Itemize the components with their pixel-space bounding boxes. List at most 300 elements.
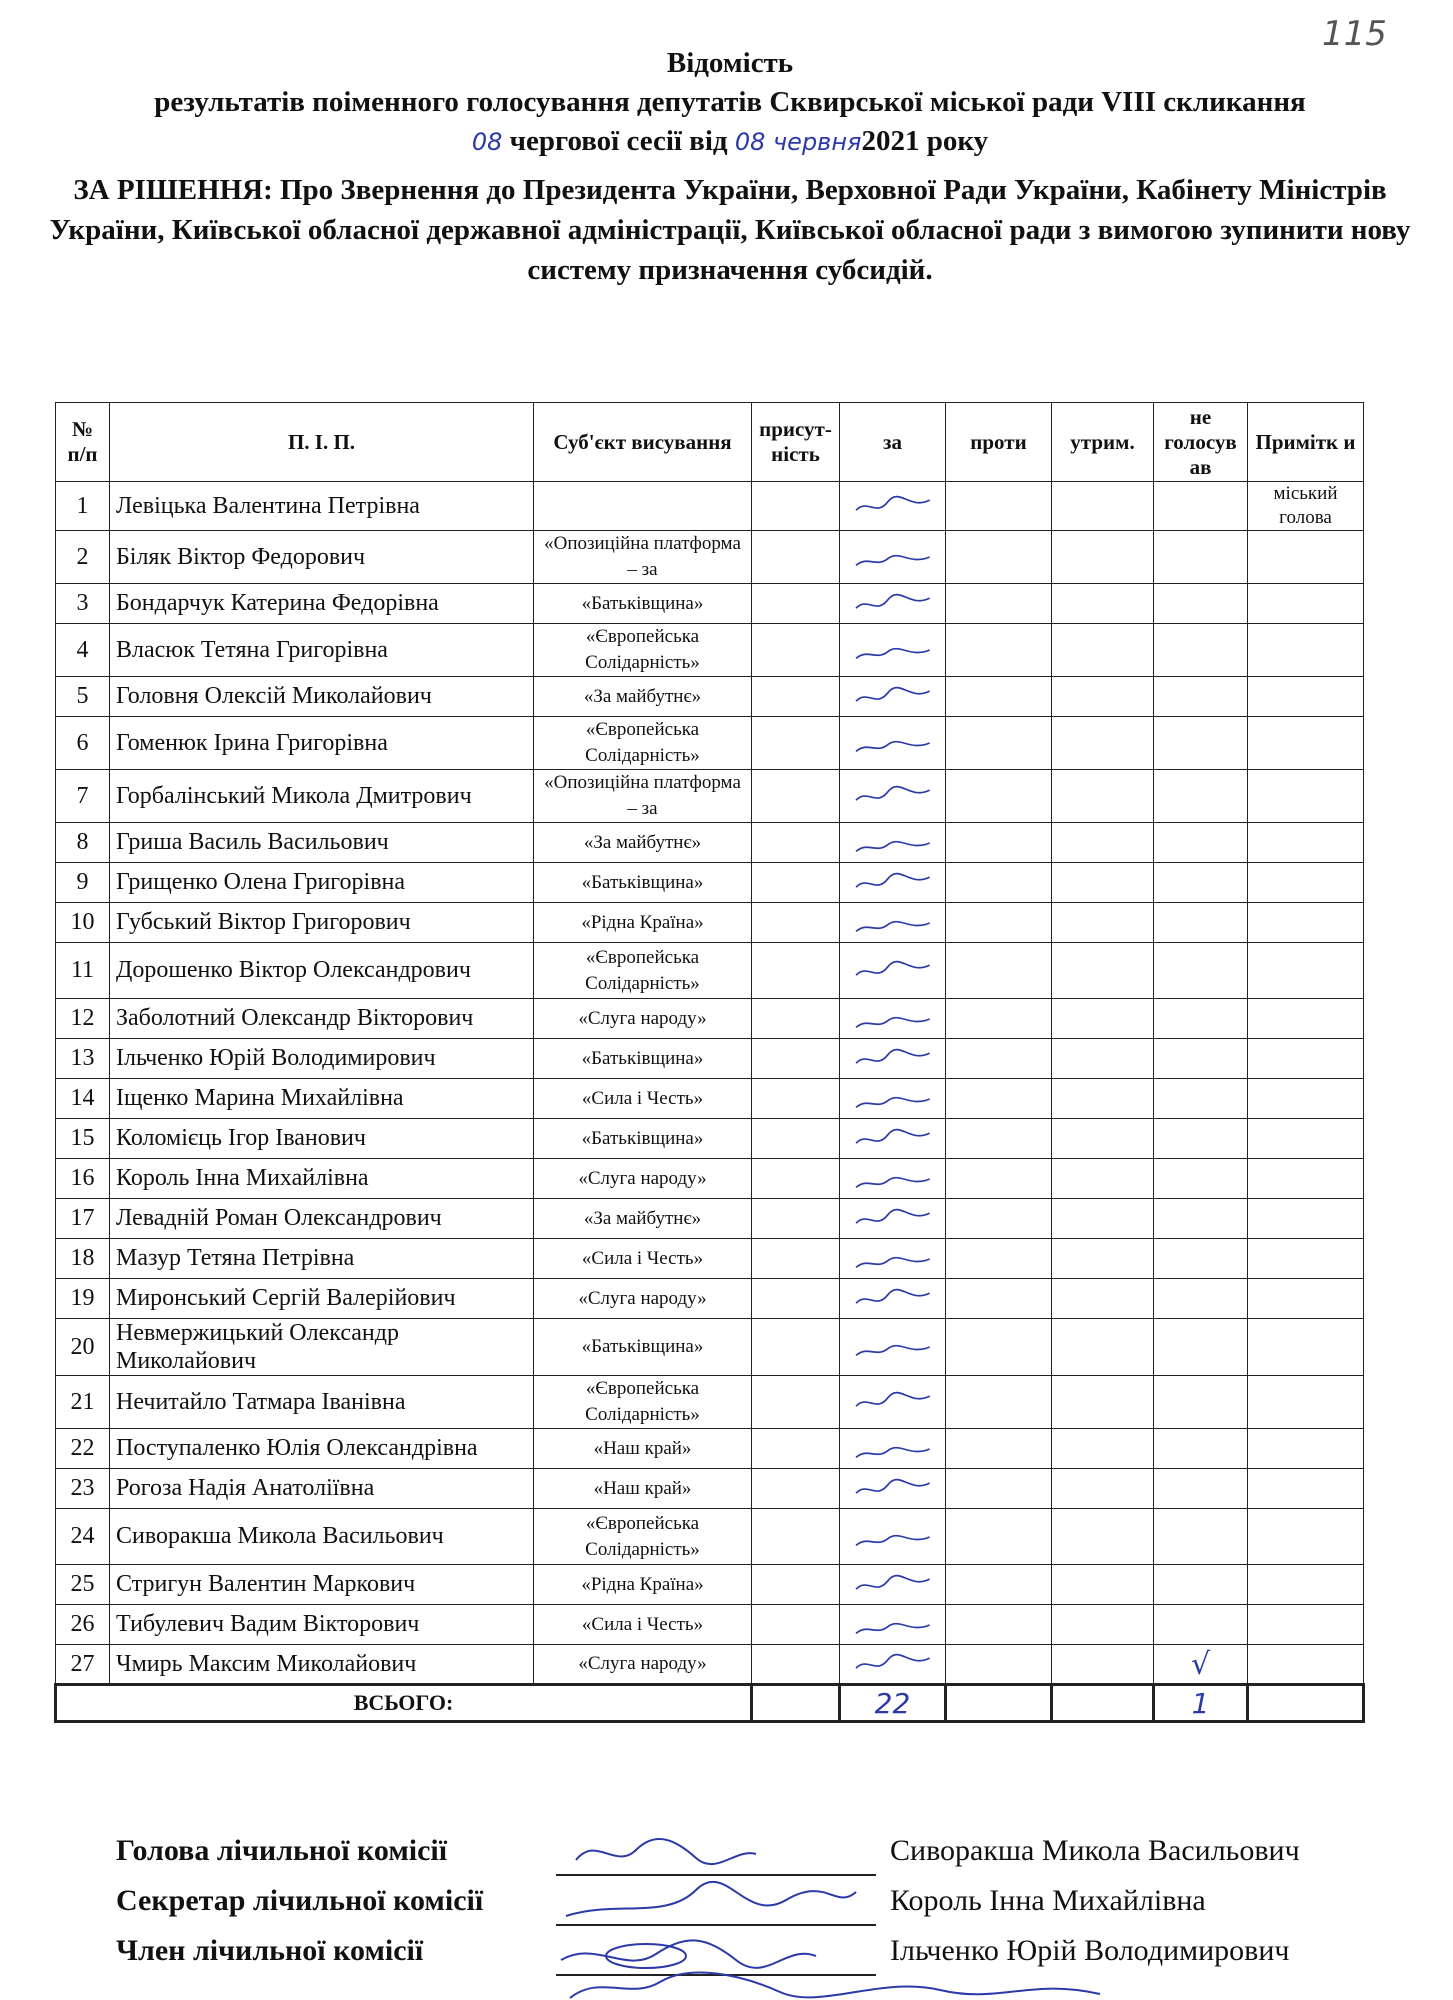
row-name: Левадній Роман Олександрович <box>110 1199 534 1239</box>
table-row <box>56 770 1364 823</box>
row-against <box>946 863 1052 903</box>
row-num: 12 <box>56 999 110 1039</box>
row-num: 27 <box>56 1645 110 1685</box>
page-number: 115 <box>1322 14 1387 54</box>
signature-mark <box>851 633 935 667</box>
row-not-voted <box>1154 677 1248 717</box>
row-note <box>1248 1509 1364 1565</box>
table-row <box>56 1199 1364 1239</box>
row-against <box>946 1039 1052 1079</box>
row-present <box>752 1119 840 1159</box>
table-row <box>56 1279 1364 1319</box>
row-present <box>752 677 840 717</box>
header-for: за <box>840 403 946 482</box>
row-against <box>946 903 1052 943</box>
header-num: № п/п <box>56 403 110 482</box>
table-row <box>56 1159 1364 1199</box>
row-name: Заболотний Олександр Вікторович <box>110 999 534 1039</box>
row-not-voted <box>1154 584 1248 624</box>
row-num: 1 <box>56 482 110 531</box>
table-row <box>56 999 1364 1039</box>
row-against <box>946 482 1052 531</box>
row-num: 19 <box>56 1279 110 1319</box>
row-note <box>1248 1605 1364 1645</box>
row-party: «Рідна Країна» <box>534 1565 752 1605</box>
header-party: Суб'єкт висування <box>534 403 752 482</box>
row-name: Король Інна Михайлівна <box>110 1159 534 1199</box>
header-abstain: утрим. <box>1052 403 1154 482</box>
row-party: «Слуга народу» <box>534 1159 752 1199</box>
session-year: 2021 року <box>861 125 989 157</box>
row-not-voted <box>1154 1469 1248 1509</box>
member-name: Ільченко Юрій Володимирович <box>890 1934 1290 1967</box>
row-party: «Наш край» <box>534 1429 752 1469</box>
header-present: присут-ність <box>752 403 840 482</box>
row-for <box>840 943 946 999</box>
row-for <box>840 1079 946 1119</box>
table-row <box>56 1605 1364 1645</box>
total-not-voted: 1 <box>1154 1685 1248 1722</box>
row-against <box>946 1079 1052 1119</box>
total-row <box>56 1685 1364 1722</box>
decision-title: ЗА РІШЕННЯ: Про Звернення до Президента України, Верховної Ради України, Кабінету Міністрів України, Київської обласної державної адміністрації, Київської обласної ради з вимогою зупинити нову систему призначення субсидій. <box>49 174 1411 286</box>
row-party: «Батьківщина» <box>534 1119 752 1159</box>
row-for <box>840 863 946 903</box>
row-name: Сиворакша Микола Васильович <box>110 1509 534 1565</box>
row-party: «Батьківщина» <box>534 584 752 624</box>
row-party: «Сила і Честь» <box>534 1605 752 1645</box>
row-against <box>946 717 1052 770</box>
row-present <box>752 482 840 531</box>
row-present <box>752 1429 840 1469</box>
row-num: 23 <box>56 1469 110 1509</box>
row-not-voted <box>1154 1565 1248 1605</box>
row-against <box>946 1159 1052 1199</box>
row-num: 6 <box>56 717 110 770</box>
table-row <box>56 1645 1364 1685</box>
row-name: Поступаленко Юлія Олександрівна <box>110 1429 534 1469</box>
row-for <box>840 624 946 677</box>
row-present <box>752 823 840 863</box>
row-against <box>946 1376 1052 1429</box>
signature-mark <box>851 1242 935 1276</box>
row-party: «Сила і Честь» <box>534 1079 752 1119</box>
row-present <box>752 1239 840 1279</box>
bottom-signature-scribble <box>560 1970 1120 2000</box>
row-name: Стригун Валентин Маркович <box>110 1565 534 1605</box>
row-name: Гоменюк Ірина Григорівна <box>110 717 534 770</box>
table-row <box>56 584 1364 624</box>
table-row <box>56 1119 1364 1159</box>
row-abstain <box>1052 1279 1154 1319</box>
row-present <box>752 999 840 1039</box>
row-for <box>840 1429 946 1469</box>
row-name: Миронський Сергій Валерійович <box>110 1279 534 1319</box>
row-against <box>946 1509 1052 1565</box>
row-against <box>946 584 1052 624</box>
secretary-signature <box>556 1880 876 1928</box>
row-not-voted <box>1154 999 1248 1039</box>
row-name: Левіцька Валентина Петрівна <box>110 482 534 531</box>
row-against <box>946 1565 1052 1605</box>
row-party: «Слуга народу» <box>534 1279 752 1319</box>
total-against <box>946 1685 1052 1722</box>
row-for <box>840 584 946 624</box>
row-num: 22 <box>56 1429 110 1469</box>
session-text: чергової сесії від <box>509 125 728 157</box>
row-note <box>1248 943 1364 999</box>
signature-mark <box>851 1202 935 1236</box>
total-for: 22 <box>840 1685 946 1722</box>
member-role: Член лічильної комісії <box>116 1934 424 1967</box>
row-num: 20 <box>56 1319 110 1376</box>
row-num: 25 <box>56 1565 110 1605</box>
row-note <box>1248 823 1364 863</box>
row-note <box>1248 1039 1364 1079</box>
session-number: 08 <box>471 128 503 156</box>
row-party <box>534 482 752 531</box>
row-against <box>946 1469 1052 1509</box>
row-for <box>840 1469 946 1509</box>
row-against <box>946 999 1052 1039</box>
row-abstain <box>1052 1429 1154 1469</box>
row-party: «Сила і Честь» <box>534 1239 752 1279</box>
chair-signature <box>556 1830 876 1878</box>
header-name: П. І. П. <box>110 403 534 482</box>
row-note <box>1248 1429 1364 1469</box>
row-not-voted <box>1154 943 1248 999</box>
row-not-voted <box>1154 624 1248 677</box>
row-note <box>1248 1565 1364 1605</box>
row-not-voted <box>1154 1079 1248 1119</box>
signature-mark <box>851 1472 935 1506</box>
secretary-name: Король Інна Михайлівна <box>890 1884 1206 1917</box>
row-name: Рогоза Надія Анатоліївна <box>110 1469 534 1509</box>
table-row <box>56 717 1364 770</box>
row-present <box>752 1079 840 1119</box>
row-name: Дорошенко Віктор Олександрович <box>110 943 534 999</box>
row-note <box>1248 1645 1364 1685</box>
table-row <box>56 943 1364 999</box>
row-present <box>752 903 840 943</box>
row-not-voted <box>1154 823 1248 863</box>
row-party: «Слуга народу» <box>534 1645 752 1685</box>
row-party: «Рідна Країна» <box>534 903 752 943</box>
commission-block <box>116 1834 1436 1984</box>
row-abstain <box>1052 1119 1154 1159</box>
row-present <box>752 1039 840 1079</box>
row-not-voted <box>1154 863 1248 903</box>
row-note <box>1248 999 1364 1039</box>
row-name: Іщенко Марина Михайлівна <box>110 1079 534 1119</box>
signature-mark <box>851 1520 935 1554</box>
row-not-voted <box>1154 1039 1248 1079</box>
signature-mark <box>851 540 935 574</box>
row-note <box>1248 1079 1364 1119</box>
signature-mark <box>851 1042 935 1076</box>
row-party: «За майбутнє» <box>534 1199 752 1239</box>
row-abstain <box>1052 1039 1154 1079</box>
row-note <box>1248 677 1364 717</box>
total-abstain <box>1052 1685 1154 1722</box>
row-num: 16 <box>56 1159 110 1199</box>
row-party: «Європейська Солідарність» <box>534 943 752 999</box>
signature-mark <box>851 587 935 621</box>
row-not-voted <box>1154 903 1248 943</box>
row-name: Коломієць Ігор Іванович <box>110 1119 534 1159</box>
row-for <box>840 1605 946 1645</box>
signature-mark <box>851 906 935 940</box>
session-date: 08 червня <box>734 128 862 156</box>
row-note <box>1248 1159 1364 1199</box>
row-against <box>946 624 1052 677</box>
row-abstain <box>1052 1079 1154 1119</box>
row-party: «Батьківщина» <box>534 1039 752 1079</box>
row-not-voted <box>1154 1119 1248 1159</box>
row-for <box>840 999 946 1039</box>
row-note <box>1248 1199 1364 1239</box>
row-against <box>946 1429 1052 1469</box>
row-name: Тибулевич Вадим Вікторович <box>110 1605 534 1645</box>
signature-mark <box>851 1647 935 1681</box>
row-num: 8 <box>56 823 110 863</box>
row-abstain <box>1052 1376 1154 1429</box>
table-row <box>56 1039 1364 1079</box>
row-present <box>752 943 840 999</box>
row-not-voted <box>1154 1605 1248 1645</box>
commission-chair <box>116 1834 1436 1884</box>
row-for <box>840 1119 946 1159</box>
row-against <box>946 1119 1052 1159</box>
row-note <box>1248 770 1364 823</box>
signature-mark <box>851 1122 935 1156</box>
row-against <box>946 943 1052 999</box>
row-abstain <box>1052 717 1154 770</box>
row-abstain <box>1052 1199 1154 1239</box>
signature-mark <box>851 489 935 523</box>
table-row <box>56 1429 1364 1469</box>
signature-mark <box>851 1330 935 1364</box>
row-for <box>840 717 946 770</box>
row-note <box>1248 1239 1364 1279</box>
row-against <box>946 531 1052 584</box>
row-party: «Європейська Солідарність» <box>534 1376 752 1429</box>
row-party: «Опозиційна платформа – за <box>534 770 752 823</box>
row-not-voted <box>1154 482 1248 531</box>
row-for <box>840 1376 946 1429</box>
row-num: 11 <box>56 943 110 999</box>
signature-mark <box>851 680 935 714</box>
row-abstain <box>1052 770 1154 823</box>
row-not-voted <box>1154 1376 1248 1429</box>
row-present <box>752 717 840 770</box>
row-name: Мазур Тетяна Петрівна <box>110 1239 534 1279</box>
chair-role: Голова лічильної комісії <box>116 1834 448 1867</box>
row-not-voted <box>1154 1199 1248 1239</box>
signature-mark <box>851 1162 935 1196</box>
row-present <box>752 584 840 624</box>
row-name: Губський Віктор Григорович <box>110 903 534 943</box>
row-abstain <box>1052 624 1154 677</box>
row-note <box>1248 903 1364 943</box>
row-note <box>1248 1279 1364 1319</box>
row-abstain <box>1052 1239 1154 1279</box>
secretary-role: Секретар лічильної комісії <box>116 1884 484 1917</box>
header-against: проти <box>946 403 1052 482</box>
row-party: «Європейська Солідарність» <box>534 1509 752 1565</box>
row-abstain <box>1052 1319 1154 1376</box>
row-abstain <box>1052 1509 1154 1565</box>
row-for <box>840 1159 946 1199</box>
row-not-voted <box>1154 531 1248 584</box>
row-for <box>840 1645 946 1685</box>
row-party: «Європейська Солідарність» <box>534 624 752 677</box>
table-body <box>56 482 1364 1685</box>
row-abstain <box>1052 531 1154 584</box>
row-against <box>946 823 1052 863</box>
row-present <box>752 624 840 677</box>
signature-mark <box>851 1282 935 1316</box>
row-party: «Слуга народу» <box>534 999 752 1039</box>
row-for <box>840 770 946 823</box>
row-for <box>840 1509 946 1565</box>
row-abstain <box>1052 863 1154 903</box>
row-for <box>840 531 946 584</box>
row-not-voted: √ <box>1154 1645 1248 1685</box>
table-header-row <box>56 403 1364 482</box>
row-num: 7 <box>56 770 110 823</box>
row-not-voted <box>1154 1429 1248 1469</box>
row-for <box>840 1279 946 1319</box>
row-present <box>752 1605 840 1645</box>
row-not-voted <box>1154 1239 1248 1279</box>
document-title: Відомість <box>666 47 794 79</box>
row-name: Невмержицький Олександр Миколайович <box>110 1319 534 1376</box>
row-abstain <box>1052 823 1154 863</box>
row-abstain <box>1052 677 1154 717</box>
row-note <box>1248 1469 1364 1509</box>
row-name: Бондарчук Катерина Федорівна <box>110 584 534 624</box>
row-num: 14 <box>56 1079 110 1119</box>
table-row <box>56 624 1364 677</box>
table-row <box>56 1509 1364 1565</box>
row-note <box>1248 531 1364 584</box>
row-abstain <box>1052 903 1154 943</box>
chair-name: Сиворакша Микола Васильович <box>890 1834 1300 1867</box>
row-note <box>1248 863 1364 903</box>
row-present <box>752 1319 840 1376</box>
table-row <box>56 863 1364 903</box>
row-for <box>840 677 946 717</box>
row-for <box>840 823 946 863</box>
row-present <box>752 1645 840 1685</box>
signature-mark <box>851 826 935 860</box>
signature-mark <box>851 726 935 760</box>
table-row <box>56 1079 1364 1119</box>
row-for <box>840 1039 946 1079</box>
total-label: ВСЬОГО: <box>56 1685 752 1722</box>
row-present <box>752 1199 840 1239</box>
row-name: Власюк Тетяна Григорівна <box>110 624 534 677</box>
row-name: Ільченко Юрій Володимирович <box>110 1039 534 1079</box>
row-name: Гриша Василь Васильович <box>110 823 534 863</box>
row-num: 13 <box>56 1039 110 1079</box>
row-party: «Наш край» <box>534 1469 752 1509</box>
row-abstain <box>1052 999 1154 1039</box>
row-note <box>1248 1119 1364 1159</box>
row-present <box>752 1509 840 1565</box>
commission-secretary <box>116 1884 1436 1934</box>
row-num: 5 <box>56 677 110 717</box>
row-num: 24 <box>56 1509 110 1565</box>
row-present <box>752 1469 840 1509</box>
chair-signature-line <box>556 1874 876 1876</box>
row-for <box>840 1199 946 1239</box>
row-not-voted <box>1154 717 1248 770</box>
row-note <box>1248 717 1364 770</box>
row-against <box>946 770 1052 823</box>
row-present <box>752 1159 840 1199</box>
row-present <box>752 863 840 903</box>
row-name: Горбалінський Микола Дмитрович <box>110 770 534 823</box>
row-abstain <box>1052 1565 1154 1605</box>
secretary-signature-line <box>556 1924 876 1926</box>
row-against <box>946 1199 1052 1239</box>
document-subtitle: результатів поіменного голосування депутатів Сквирської міської ради VIII скликання <box>154 86 1306 118</box>
signature-mark <box>851 1568 935 1602</box>
table-row <box>56 1469 1364 1509</box>
row-not-voted <box>1154 1509 1248 1565</box>
table-row <box>56 531 1364 584</box>
row-abstain <box>1052 1159 1154 1199</box>
row-name: Грищенко Олена Григорівна <box>110 863 534 903</box>
table-row <box>56 1239 1364 1279</box>
row-num: 3 <box>56 584 110 624</box>
table-row <box>56 677 1364 717</box>
row-not-voted <box>1154 1319 1248 1376</box>
row-against <box>946 1605 1052 1645</box>
row-for <box>840 1239 946 1279</box>
row-name: Головня Олексій Миколайович <box>110 677 534 717</box>
row-for <box>840 1565 946 1605</box>
row-not-voted <box>1154 1279 1248 1319</box>
row-name: Біляк Віктор Федорович <box>110 531 534 584</box>
row-party: «Батьківщина» <box>534 863 752 903</box>
signature-mark <box>851 1082 935 1116</box>
row-name: Чмирь Максим Миколайович <box>110 1645 534 1685</box>
row-for <box>840 482 946 531</box>
row-note <box>1248 1319 1364 1376</box>
total-notes <box>1248 1685 1364 1722</box>
table-row <box>56 1376 1364 1429</box>
row-name: Нечитайло Татмара Іванівна <box>110 1376 534 1429</box>
row-present <box>752 531 840 584</box>
row-not-voted <box>1154 1159 1248 1199</box>
row-num: 17 <box>56 1199 110 1239</box>
row-against <box>946 1645 1052 1685</box>
table-row <box>56 903 1364 943</box>
row-party: «Опозиційна платформа – за <box>534 531 752 584</box>
signature-mark <box>851 1385 935 1419</box>
row-abstain <box>1052 1469 1154 1509</box>
row-note <box>1248 584 1364 624</box>
row-for <box>840 1319 946 1376</box>
row-abstain <box>1052 1645 1154 1685</box>
signature-mark <box>851 866 935 900</box>
row-note <box>1248 1376 1364 1429</box>
row-party: «Європейська Солідарність» <box>534 717 752 770</box>
row-num: 18 <box>56 1239 110 1279</box>
